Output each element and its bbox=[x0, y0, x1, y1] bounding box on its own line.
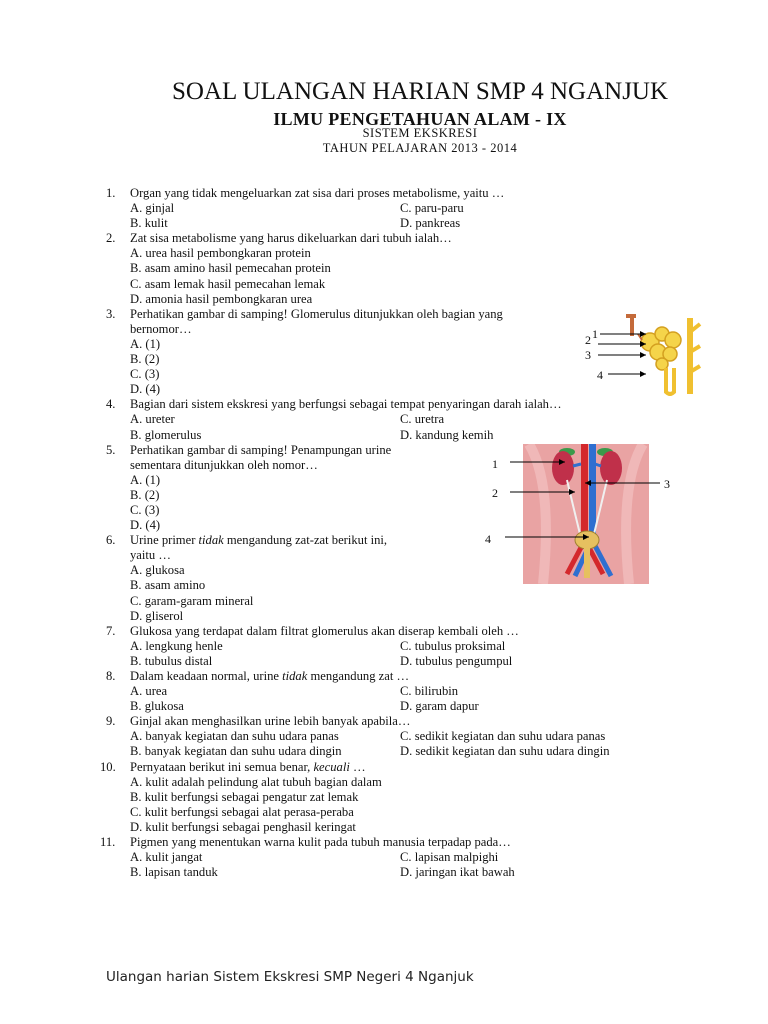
page-title: SOAL ULANGAN HARIAN SMP 4 NGANJUK bbox=[171, 78, 669, 105]
question-4 bbox=[106, 397, 666, 412]
option: C. (3) bbox=[130, 502, 160, 517]
option: A. glukosa bbox=[130, 563, 185, 578]
arrow-head bbox=[640, 371, 646, 377]
question-7 bbox=[106, 624, 666, 639]
option: B. asam amino hasil pemecahan protein bbox=[130, 261, 331, 276]
option: D. sedikit kegiatan dan suhu udara dingin bbox=[400, 744, 610, 759]
figure1-label-3: 3 bbox=[585, 348, 591, 362]
option: A. ginjal bbox=[130, 201, 175, 216]
arrow-head bbox=[640, 352, 646, 358]
option: D. garam dapur bbox=[400, 699, 479, 714]
arrow-head bbox=[583, 534, 589, 540]
option: B. banyak kegiatan dan suhu udara dingin bbox=[130, 744, 342, 759]
question-text-part: Pernyataan berikut ini semua benar, bbox=[130, 759, 314, 774]
option: C. bilirubin bbox=[400, 684, 459, 699]
option: D. gliserol bbox=[130, 608, 184, 623]
question-number: 2. bbox=[106, 231, 116, 246]
option: D. pankreas bbox=[400, 216, 461, 231]
question-text: Zat sisa metabolisme yang harus dikeluarkan dari tubuh ialah… bbox=[130, 231, 452, 246]
question-text-part: Urine primer bbox=[130, 533, 199, 548]
option: A. (1) bbox=[130, 336, 161, 351]
option: D. amonia hasil pembongkaran urea bbox=[130, 291, 313, 306]
urinary-arrows bbox=[505, 455, 665, 545]
option: A. urea hasil pembongkaran protein bbox=[130, 246, 311, 261]
arrow-head bbox=[585, 480, 591, 486]
question-number: 11. bbox=[100, 835, 116, 850]
question-9 bbox=[106, 714, 666, 729]
question-text bbox=[130, 760, 366, 775]
question-number: 10. bbox=[100, 759, 116, 774]
question-text: Bagian dari sistem ekskresi yang berfungsi sebagai tempat penyaringan darah ialah… bbox=[130, 397, 562, 412]
question-number: 8. bbox=[106, 669, 116, 683]
year-title: TAHUN PELAJARAN 2013 - 2014 bbox=[322, 141, 518, 155]
arrow-head bbox=[559, 459, 565, 465]
option: B. (2) bbox=[130, 487, 160, 502]
option: D. jaringan ikat bawah bbox=[400, 865, 515, 880]
option: A. kulit jangat bbox=[130, 850, 203, 865]
question-text-part: mengandung zat … bbox=[307, 669, 410, 683]
arrow-head bbox=[640, 341, 646, 347]
question-text-cont: bernomor… bbox=[130, 321, 192, 336]
question-text-emphasis: tidak bbox=[198, 533, 224, 548]
option: B. glomerulus bbox=[130, 427, 202, 442]
question-text: Perhatikan gambar di samping! Penampungan urine bbox=[130, 442, 392, 457]
option: A. ureter bbox=[130, 412, 175, 427]
figure2-label-3: 3 bbox=[664, 477, 670, 491]
question-10 bbox=[100, 759, 666, 775]
question-text: Pigmen yang menentukan warna kulit pada tubuh manusia terpadap pada… bbox=[130, 835, 511, 850]
question-1 bbox=[106, 186, 666, 201]
question-number: 3. bbox=[106, 306, 116, 321]
option: C. (3) bbox=[130, 367, 160, 382]
question-text-emphasis: kecuali bbox=[313, 759, 350, 774]
option: C. uretra bbox=[400, 412, 445, 427]
question-text bbox=[130, 533, 387, 548]
option: A. (1) bbox=[130, 472, 161, 487]
figure1-label-4: 4 bbox=[597, 368, 603, 382]
arrow-head bbox=[569, 489, 575, 495]
option: C. sedikit kegiatan dan suhu udara panas bbox=[400, 729, 606, 744]
option: C. kulit berfungsi sebagai alat perasa-peraba bbox=[130, 804, 354, 819]
question-number: 4. bbox=[106, 397, 116, 412]
option: B. kulit bbox=[130, 216, 168, 231]
question-text-part: … bbox=[349, 759, 366, 774]
question-text-emphasis: tidak bbox=[282, 669, 308, 683]
option: D. tubulus pengumpul bbox=[400, 653, 513, 668]
page-footer: Ulangan harian Sistem Ekskresi SMP Negeri 4 Nganjuk bbox=[106, 969, 474, 985]
question-text: Perhatikan gambar di samping! Glomerulus ditunjukkan oleh bagian yang bbox=[130, 306, 503, 321]
question-8 bbox=[106, 669, 666, 684]
question-text: Glukosa yang terdapat dalam filtrat glomerulus akan diserap kembali oleh … bbox=[130, 623, 519, 638]
question-number: 7. bbox=[106, 623, 116, 638]
option: B. asam amino bbox=[130, 578, 206, 593]
option: C. lapisan malpighi bbox=[400, 850, 499, 865]
option: C. garam-garam mineral bbox=[130, 593, 254, 608]
question-number: 6. bbox=[106, 533, 116, 548]
option: B. (2) bbox=[130, 352, 160, 367]
figure1-label-2: 2 bbox=[585, 333, 591, 347]
option: B. glukosa bbox=[130, 699, 184, 714]
option: D. (4) bbox=[130, 518, 161, 533]
figure1-label-1: 1 bbox=[592, 327, 598, 341]
figure2-label-1: 1 bbox=[492, 457, 498, 471]
option: D. kulit berfungsi sebagai penghasil keringat bbox=[130, 819, 356, 834]
option: A. kulit adalah pelindung alat tubuh bagian dalam bbox=[130, 774, 382, 789]
question-text-part: Dalam keadaan normal, urine bbox=[130, 669, 283, 683]
option: D. (4) bbox=[130, 382, 161, 397]
figure2-label-2: 2 bbox=[492, 486, 498, 500]
arrow-head bbox=[640, 331, 646, 337]
question-text bbox=[130, 669, 409, 684]
question-number: 1. bbox=[106, 186, 116, 200]
question-text-part: mengandung zat-zat berikut ini, bbox=[223, 533, 388, 548]
topic-title: SISTEM EKSKRESI bbox=[362, 126, 478, 140]
figure2-label-4: 4 bbox=[485, 532, 491, 546]
question-2 bbox=[106, 231, 666, 246]
option: D. kandung kemih bbox=[400, 427, 494, 442]
option: A. banyak kegiatan dan suhu udara panas bbox=[130, 729, 339, 744]
option: A. lengkung henle bbox=[130, 638, 223, 653]
option: B. kulit berfungsi sebagai pengatur zat lemak bbox=[130, 789, 359, 804]
subject-title: ILMU PENGETAHUAN ALAM - IX bbox=[273, 109, 567, 129]
question-text-cont: yaitu … bbox=[130, 548, 171, 563]
question-11 bbox=[100, 835, 666, 850]
option: A. urea bbox=[130, 684, 168, 699]
question-number: 5. bbox=[106, 442, 116, 457]
option: C. asam lemak hasil pemecahan lemak bbox=[130, 276, 326, 291]
question-text-cont: sementara ditunjukkan oleh nomor… bbox=[130, 457, 318, 472]
question-number: 9. bbox=[106, 714, 116, 729]
option: C. tubulus proksimal bbox=[400, 638, 506, 653]
question-text: Organ yang tidak mengeluarkan zat sisa dari proses metabolisme, yaitu … bbox=[130, 186, 505, 200]
question-text: Ginjal akan menghasilkan urine lebih banyak apabila… bbox=[130, 714, 411, 729]
option: B. tubulus distal bbox=[130, 653, 213, 668]
option: C. paru-paru bbox=[400, 201, 464, 216]
option: B. lapisan tanduk bbox=[130, 865, 218, 880]
